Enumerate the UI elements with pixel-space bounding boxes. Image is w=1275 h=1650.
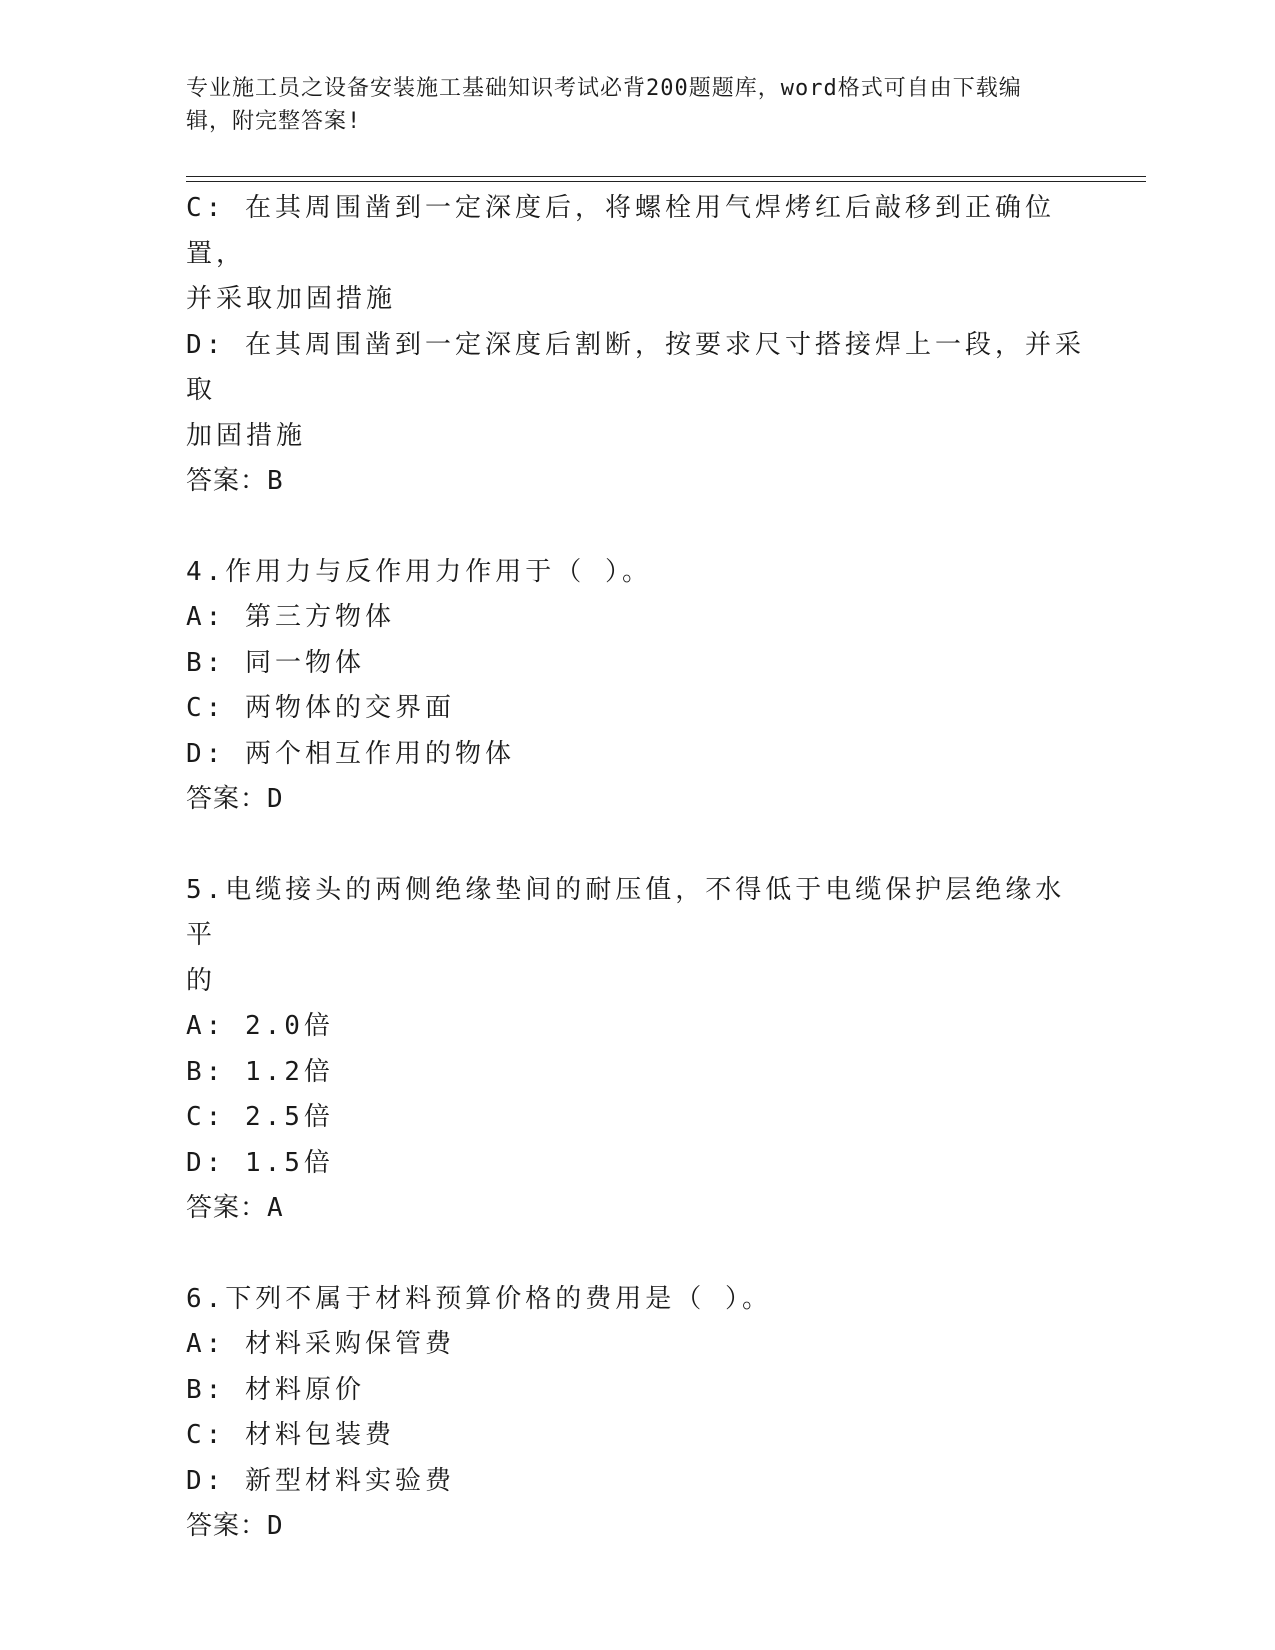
- option-text: 2.5倍: [244, 1102, 334, 1132]
- option-label: C:: [186, 1102, 245, 1132]
- option-d-continued: 加固措施: [186, 420, 307, 451]
- option-label: A:: [186, 602, 245, 632]
- question-stem: 6.下列不属于材料预算价格的费用是（ ）。: [186, 1283, 772, 1314]
- option-text: 材料原价: [244, 1374, 365, 1405]
- option-label: A:: [186, 1011, 245, 1041]
- option-d: [186, 1141, 1086, 1187]
- option-b: [186, 1368, 1086, 1414]
- option-c: [186, 1413, 1086, 1459]
- option-label: C:: [186, 193, 245, 223]
- option-label: C:: [186, 693, 245, 723]
- option-label: D:: [186, 738, 245, 769]
- option-c: [186, 186, 1086, 277]
- option-label: D:: [186, 1147, 245, 1178]
- option-text: 1.2倍: [244, 1056, 334, 1087]
- option-text: 两个相互作用的物体: [244, 738, 515, 769]
- option-text: 两物体的交界面: [244, 693, 455, 723]
- option-text: 在其周围凿到一定深度后，将螺栓用气焊烤红后敲移到正确位置，: [186, 193, 1055, 269]
- option-c: [186, 686, 1086, 732]
- question-6: [186, 1277, 1086, 1550]
- option-label: B:: [186, 647, 245, 678]
- option-label: B:: [186, 1374, 245, 1405]
- option-text: 1.5倍: [244, 1147, 334, 1178]
- question-stem-continued: 的: [186, 965, 217, 996]
- page-title: 专业施工员之设备安装施工基础知识考试必背200题题库，word格式可自由下载编辑，附完整答案!: [186, 76, 1022, 134]
- option-text: 在其周围凿到一定深度后割断，按要求尺寸搭接焊上一段，并采取: [186, 329, 1085, 405]
- option-c-continued: 并采取加固措施: [186, 284, 397, 314]
- option-text: 2.0倍: [244, 1011, 334, 1041]
- option-b: [186, 641, 1086, 687]
- option-a: [186, 595, 1086, 641]
- question-content: [186, 186, 1086, 1550]
- answer: 答案：B: [186, 466, 284, 496]
- question-stem: 4.作用力与反作用力作用于（ ）。: [186, 556, 652, 587]
- option-text: 材料采购保管费: [244, 1329, 455, 1359]
- option-c: [186, 1095, 1086, 1141]
- option-a: [186, 1322, 1086, 1368]
- option-label: C:: [186, 1420, 245, 1450]
- option-d: [186, 732, 1086, 778]
- option-label: B:: [186, 1056, 245, 1087]
- header-divider-top: [186, 176, 1146, 177]
- option-text: 同一物体: [244, 647, 365, 678]
- question-stem: 5.电缆接头的两侧绝缘垫间的耐压值，不得低于电缆保护层绝缘水平: [186, 874, 1066, 950]
- option-text: 材料包装费: [244, 1420, 395, 1450]
- question-5: [186, 868, 1086, 1232]
- answer: 答案：A: [186, 1193, 284, 1223]
- option-b: [186, 1050, 1086, 1096]
- question-4: [186, 550, 1086, 823]
- header-divider-bottom: [186, 181, 1146, 182]
- option-text: 新型材料实验费: [244, 1465, 455, 1496]
- option-label: A:: [186, 1329, 245, 1359]
- option-label: D:: [186, 1465, 245, 1496]
- option-d: [186, 1459, 1086, 1505]
- option-label: D:: [186, 329, 245, 360]
- answer: 答案：D: [186, 1511, 284, 1541]
- continued-question: [186, 186, 1086, 505]
- option-text: 第三方物体: [244, 602, 395, 632]
- answer: 答案：D: [186, 784, 284, 814]
- option-d: [186, 323, 1086, 414]
- option-a: [186, 1004, 1086, 1050]
